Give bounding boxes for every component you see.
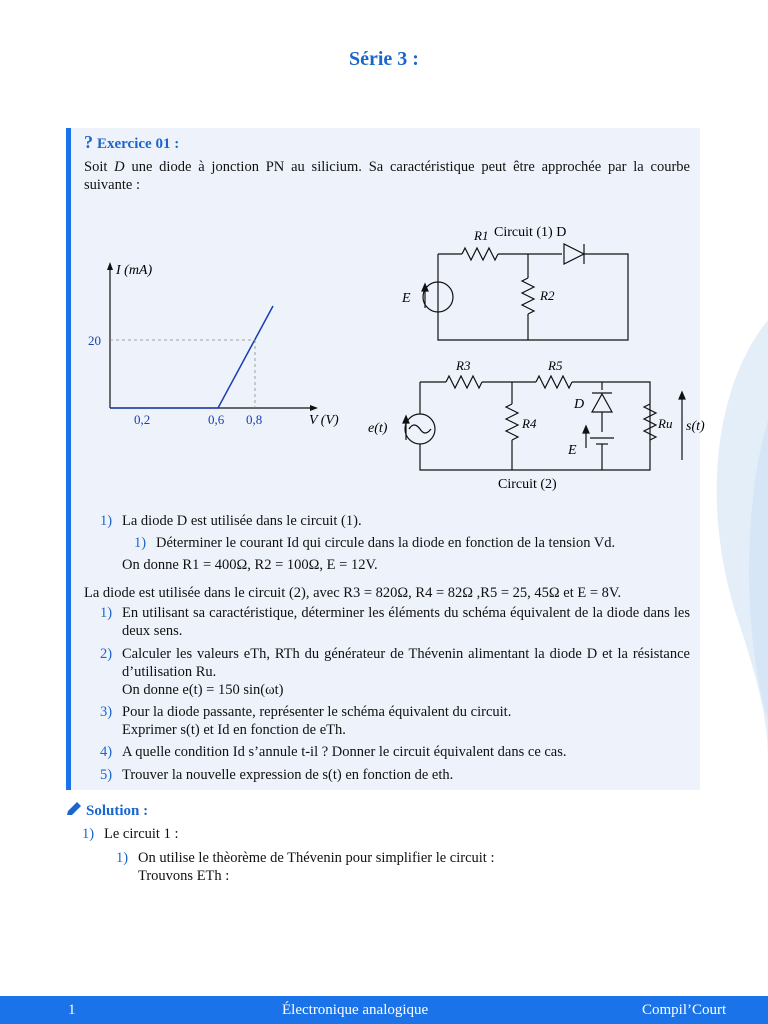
solution-heading: [66, 802, 148, 820]
solution-sub-item: [116, 849, 495, 885]
solution-sub-extra: Trouvons ETh :: [138, 868, 230, 884]
circuit1-caption: Circuit (1) D: [494, 225, 567, 240]
circuit2-r3-label: R3: [456, 358, 471, 373]
page-footer: [0, 996, 768, 1024]
circuit2-ru-label: Ru: [658, 416, 673, 431]
characteristic-curve: [110, 306, 273, 408]
ru-resistor: [644, 404, 656, 440]
circuit1-e-label: E: [402, 291, 411, 306]
intro-diode-symbol: D: [114, 159, 125, 175]
r4-resistor: [506, 404, 518, 440]
question-5: [100, 766, 690, 784]
question-3-number: 3): [100, 704, 113, 720]
graph-xtick-1: 0,6: [208, 412, 225, 427]
q1-sub-text: Déterminer le courant Id qui circule dans la diode en fonction de la tension Vd.: [156, 535, 616, 551]
page-title: Série 3 :: [349, 48, 419, 70]
q1-item: [100, 512, 692, 530]
circuit2-caption: Circuit (2): [498, 477, 557, 492]
q1-sub-number: 1): [134, 535, 147, 551]
exercise-heading: [84, 132, 179, 153]
graph-xtick-0: 0,2: [134, 412, 151, 427]
solution-heading-text: Solution :: [86, 803, 149, 819]
solution-sub-number: 1): [116, 850, 129, 866]
circuit-diagrams: [362, 218, 712, 498]
question-1-text: En utilisant sa caractéristique, déterminer les éléments du schéma équivalent de la diode dans les deux sens.: [122, 605, 690, 639]
graph-ylabel: I (mA): [116, 263, 153, 278]
circuit2-d-label: D: [574, 397, 585, 412]
intro-part2: une diode à jonction PN au silicium. Sa caractéristique peut être approchée par la courbe suivante :: [84, 159, 690, 193]
question-5-text: Trouver la nouvelle expression de s(t) en fonction de eth.: [122, 767, 454, 783]
question-3-extra: Exprimer s(t) et Id en fonction de eTh.: [122, 722, 346, 738]
exercise-heading-text: Exercice 01 :: [97, 136, 180, 152]
question-2: [100, 645, 690, 699]
pencil-icon: [66, 802, 82, 816]
diode-d2: [592, 394, 612, 412]
graph-xtick-2: 0,8: [246, 412, 263, 427]
r2-resistor: [522, 278, 534, 314]
diode-characteristic-graph: [84, 256, 354, 436]
circuit2-e-label: E: [568, 443, 577, 458]
question-2-text: Calculer les valeurs eTh, RTh du générateur de Thévenin alimentant la diode D et la résistance d’utilisation Ru.: [122, 646, 690, 680]
solution-item: [82, 825, 179, 843]
question-1-number: 1): [100, 605, 113, 621]
question-3-text: Pour la diode passante, représenter le schéma équivalent du circuit.: [122, 704, 512, 720]
circuit2-description: La diode est utilisée dans le circuit (2), avec R3 = 820Ω, R4 = 82Ω ,R5 = 25, 45Ω et E = 8V.: [84, 585, 622, 601]
q1-given: On donne R1 = 400Ω, R2 = 100Ω, E = 12V.: [122, 557, 378, 573]
circuit1-r2-label: R2: [540, 288, 555, 303]
question-2-extra: On donne e(t) = 150 sin(ωt): [122, 682, 284, 698]
exercise-bar: [66, 128, 71, 790]
circuit2-r4-label: R4: [522, 416, 537, 431]
r1-resistor: [462, 248, 498, 260]
footer-brand: Compil’Court: [642, 1002, 727, 1018]
intro-part1: Soit: [84, 159, 115, 175]
circuit1-r1-label: R1: [474, 228, 489, 243]
footer-page-number: 1: [68, 1002, 76, 1018]
solution-item-number: 1): [82, 826, 95, 842]
question-4-text: A quelle condition Id s’annule t-il ? Donner le circuit équivalent dans ce cas.: [122, 744, 567, 760]
graph-xlabel: V (V): [309, 413, 339, 428]
circuit2-r5-label: R5: [548, 358, 563, 373]
question-5-number: 5): [100, 767, 113, 783]
q1-sub-item: [134, 534, 696, 552]
question-icon: ?: [84, 132, 93, 152]
diode-d1: [564, 244, 584, 264]
solution-item-text: Le circuit 1 :: [104, 826, 179, 842]
graph-ytick: 20: [88, 333, 101, 348]
question-3: [100, 703, 690, 739]
circuit2-st-label: s(t): [686, 419, 705, 434]
circuit2-et-label: e(t): [368, 421, 388, 436]
r5-resistor: [536, 376, 572, 388]
question-4-number: 4): [100, 744, 113, 760]
r3-resistor: [446, 376, 482, 388]
exercise-intro: [84, 158, 690, 194]
question-1: [100, 604, 690, 640]
q1-number: 1): [100, 513, 113, 529]
footer-course-title: Électronique analogique: [282, 1002, 429, 1018]
question-2-number: 2): [100, 646, 113, 662]
solution-sub-text: On utilise le thèorème de Thévenin pour simplifier le circuit :: [138, 850, 495, 866]
q1-text: La diode D est utilisée dans le circuit (1).: [122, 513, 362, 529]
question-4: [100, 743, 690, 761]
